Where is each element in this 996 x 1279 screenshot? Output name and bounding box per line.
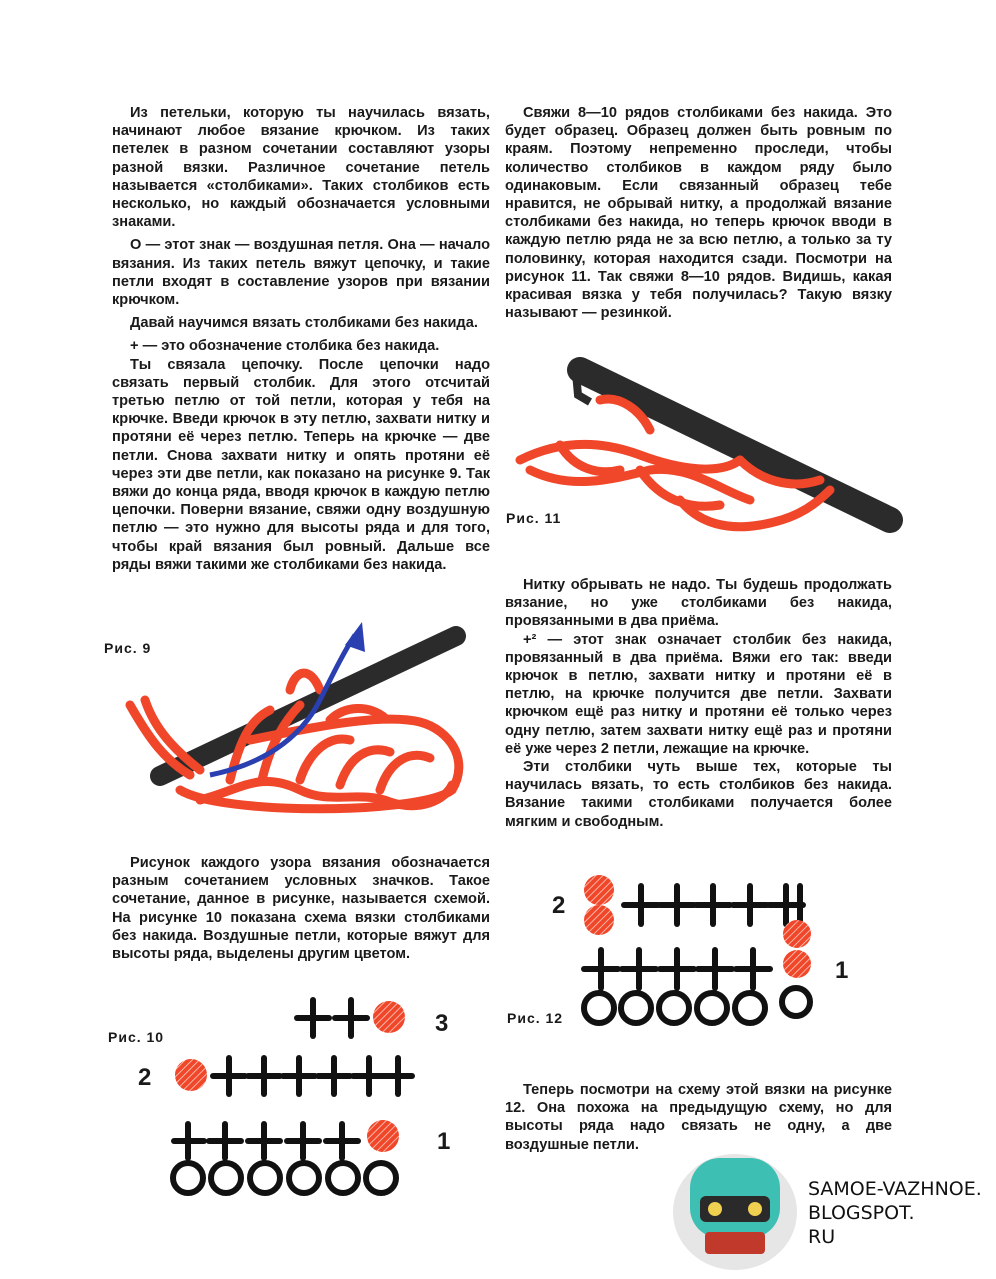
turning-chain-stitch <box>584 875 614 905</box>
paragraph: Нитку обрывать не надо. Ты будешь продолжать вязание, но уже столбиками без накида, провязанными в два приёма. <box>505 577 892 630</box>
stitch-plus <box>660 950 694 988</box>
paragraph: Эти столбики чуть выше тех, которые ты научилась вязать, то есть столбиков без накида. Вязание такими столбиками получается более мягким и свободным. <box>505 759 892 830</box>
fig12-row-label-1: 1 <box>835 957 849 984</box>
chain-stitch <box>328 1163 358 1193</box>
paragraph: Свяжи 8—10 рядов столбиками без накида. Это будет образец. Образец должен быть ровным по краям. Поэтому непременно проследи, чтобы количество столбиков в каждом ряду было одинаковым. Если связанный образец тебе нравится, не обрывай нитку, а продолжай вязание столбиками без накида, но теперь крючок вводи в каждую петлю ряда не за всю петлю, а только за ту половинку, которая находится сзади. Посмотри на рисунок 11. Так свяжи 8—10 рядов. Видишь, какая красивая вязка у тебя получилась? Такую вязку называют — резинкой. <box>505 105 892 322</box>
stitch-plus <box>297 1000 329 1036</box>
stitch-plus <box>335 1000 367 1036</box>
paragraph: Давай научимся вязать столбиками без накида. <box>130 315 478 332</box>
fig10-row-label-3: 3 <box>435 1010 449 1037</box>
chain-stitch <box>621 993 651 1023</box>
paragraph: Рисунок каждого узора вязания обозначается разным сочетанием условных значков. Такое сочетание, данное в рисунке, называется схемой. На рисунке 10 показана схема вязки столбиками без накида. Воздушные петли, которые вяжут для высоты ряда, выделены другим цветом. <box>112 855 490 963</box>
stitch-plus <box>287 1124 319 1158</box>
turning-chain-stitch <box>783 950 811 978</box>
stitch-plus <box>283 1058 315 1094</box>
chain-stitch <box>782 988 810 1016</box>
paragraph: О — этот знак — воздушная петля. Она — начало вязания. Из таких петель вяжут цепочку, и такие петли входят в составление узоров при вязании крючком. <box>112 237 490 309</box>
turning-chain-stitch <box>584 905 614 935</box>
turning-chain-stitch <box>373 1001 405 1033</box>
fig12-caption: Рис. 12 <box>507 1010 564 1026</box>
chain-stitch <box>250 1163 280 1193</box>
chain-stitch <box>584 993 614 1023</box>
paragraph: Из петельки, которую ты научилась вязать, начинают любое вязание крючком. Из таких петелек в разном сочетании составляют узоры разной вязки. Различное сочетание петель называется «столбиками». Таких столбиков есть несколько, но каждый обозначается условными знаками. <box>112 105 490 231</box>
fig12-paragraph <box>505 1081 892 1154</box>
watermark-line: RU <box>808 1226 836 1248</box>
stitch-plus <box>213 1058 245 1094</box>
chain-stitch <box>366 1163 396 1193</box>
stitch-plus <box>318 1058 350 1094</box>
stitch-plus <box>736 950 770 988</box>
stitch-plus <box>382 1058 412 1094</box>
fig11-caption: Рис. 11 <box>506 510 562 526</box>
chain-stitch <box>659 993 689 1023</box>
stitch-plus <box>696 886 730 924</box>
turning-chain-stitch <box>783 920 811 948</box>
stitch-plus <box>353 1058 385 1094</box>
chain-stitch <box>173 1163 203 1193</box>
fig12-row-label-2: 2 <box>552 892 566 919</box>
stitch-plus <box>248 1124 280 1158</box>
turning-chain-stitch <box>175 1059 207 1091</box>
stitch-plus <box>326 1124 358 1158</box>
stitch-plus <box>584 950 618 988</box>
stitch-plus <box>209 1124 241 1158</box>
left-intro-text <box>112 104 490 574</box>
yarn-stitches <box>520 399 830 527</box>
paragraph: + — это обозначение столбика без накида. <box>130 338 440 355</box>
direction-arrow <box>210 622 365 775</box>
crochet-hook <box>160 636 456 776</box>
fig10-row-label-2: 2 <box>138 1064 152 1091</box>
paragraph: Теперь посмотри на схему этой вязки на рисунке 12. Она похожа на предыдущую схему, но для высоты ряда надо связать не одну, а две воздушные петли. <box>505 1082 892 1153</box>
chain-stitch <box>697 993 727 1023</box>
turning-chain-stitch <box>367 1120 399 1152</box>
chain-stitch <box>735 993 765 1023</box>
paragraph: +² — этот знак означает столбик без накида, провязанный в два приёма. Вяжи его так: введи крючок в петлю, захвати нитку и протяни её в петлю, на крючке получится две петли. Захвати крючком ещё раз нитку и протяни её только через одну петлю, затем захвати нитку ещё раз и протяни её уже через 2 петли, лежащие на крючке. <box>505 631 892 757</box>
watermark-line: SAMOE-VAZHNOE. <box>808 1178 982 1200</box>
chain-stitch <box>289 1163 319 1193</box>
stitch-plus <box>769 886 803 924</box>
stitch-plus <box>698 950 732 988</box>
watermark-line: BLOGSPOT. <box>808 1202 915 1224</box>
watermark <box>808 1177 982 1249</box>
stitch-plus <box>660 886 694 924</box>
stitch-plus <box>248 1058 280 1094</box>
stitch-plus <box>174 1124 204 1158</box>
right-intro-text <box>505 104 892 322</box>
yarn-stitches <box>130 673 459 809</box>
fig10-caption: Рис. 10 <box>108 1029 165 1045</box>
right-middle-text <box>505 576 892 831</box>
fig9-caption: Рис. 9 <box>104 640 152 656</box>
stitch-plus <box>624 886 658 924</box>
crochet-hook <box>575 362 890 520</box>
fig10-row-label-1: 1 <box>437 1128 451 1155</box>
stitch-plus <box>622 950 656 988</box>
fig10-paragraph <box>112 854 490 963</box>
paragraph: Ты связала цепочку. После цепочки надо связать первый столбик. Для этого отсчитай третью петлю от той петли, которая у тебя на крючке. Введи крючок в эту петлю, захвати нитку и протяни её через петлю. Теперь на крючке — две петли. Снова захвати нитку и опять протяни её через эти две петли, как показано на рисунке 9. Так вяжи до конца ряда, вводя крючок в каждую петлю цепочки. Поверни вязание, свяжи одну воздушную петлю — это нужно для высоты ряда и для того, чтобы край вязания был ровный. Дальше все ряды вяжи такими же столбиками без накида. <box>112 356 490 573</box>
chain-stitch <box>211 1163 241 1193</box>
stitch-plus <box>733 886 767 924</box>
